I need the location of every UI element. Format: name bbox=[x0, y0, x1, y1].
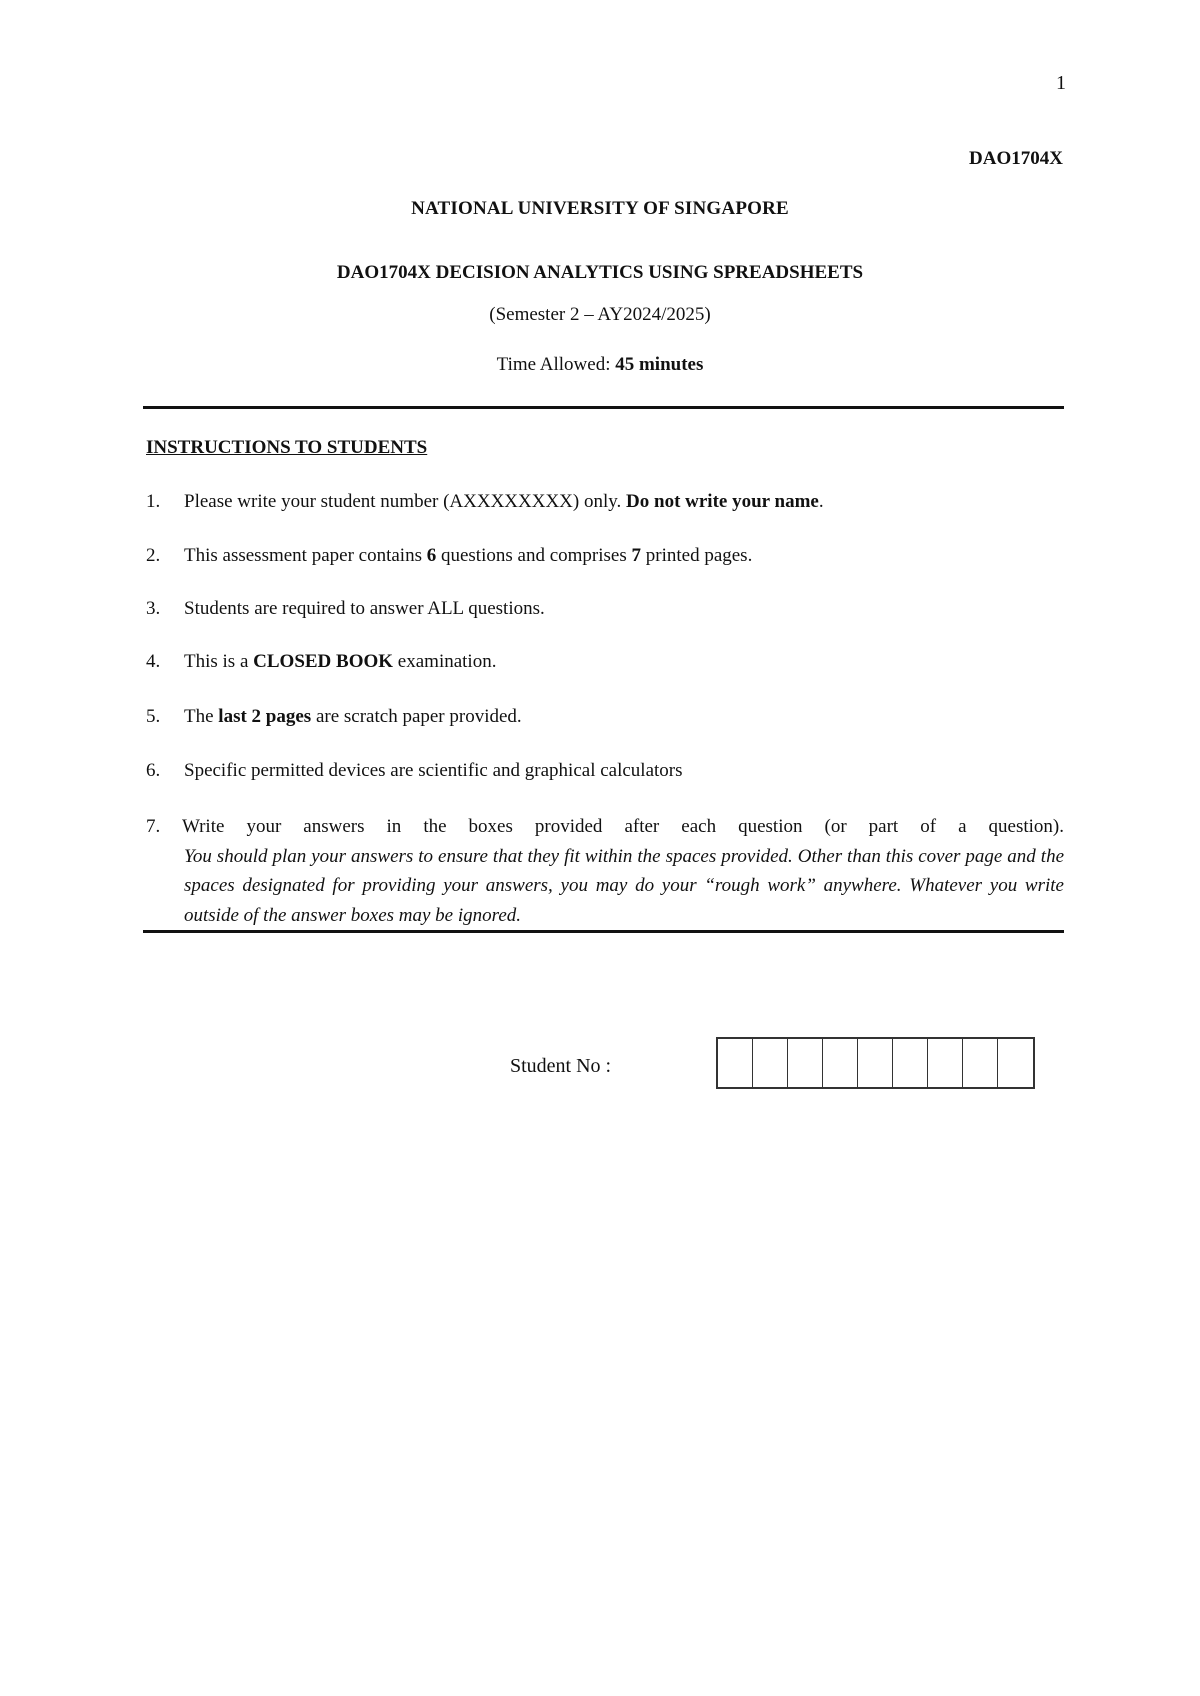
item-text: Write your answers in the boxes provided after each question (or part of a question). bbox=[181, 816, 1064, 837]
course-title: DAO1704X DECISION ANALYTICS USING SPREADSHEETS bbox=[336, 262, 864, 283]
time-allowed bbox=[0, 354, 1200, 376]
student-number-box[interactable] bbox=[718, 1039, 753, 1087]
student-number-box[interactable] bbox=[928, 1039, 963, 1087]
student-number-box[interactable] bbox=[858, 1039, 893, 1087]
item-bold-text: CLOSED BOOK bbox=[253, 651, 394, 672]
item-text: . bbox=[818, 491, 824, 512]
university-name: NATIONAL UNIVERSITY OF SINGAPORE bbox=[411, 198, 789, 219]
instruction-item-4 bbox=[146, 650, 496, 674]
instruction-item-1 bbox=[146, 490, 824, 514]
item-text: Students are required to answer bbox=[184, 598, 428, 619]
item-text: This assessment paper contains bbox=[184, 545, 427, 566]
semester: (Semester 2 – AY2024/2025) bbox=[489, 304, 711, 325]
item-text: printed pages. bbox=[641, 545, 753, 566]
item-text: The bbox=[184, 706, 219, 727]
student-number-box[interactable] bbox=[788, 1039, 823, 1087]
item-text: This is a bbox=[184, 651, 254, 672]
instruction-item-2 bbox=[146, 544, 752, 568]
instructions-heading: INSTRUCTIONS TO STUDENTS bbox=[146, 437, 428, 458]
item-number: 4. bbox=[146, 651, 161, 672]
instruction-item-7 bbox=[146, 812, 1064, 930]
item-italic-note: You should plan your answers to ensure that they fit within the spaces provided. Other than this cover page and the spaces designated for providing your answers, you may do your “rough work” anywhere. Whatever you write outside of the answer boxes may be ignored. bbox=[184, 845, 1064, 926]
item-text: are scratch paper provided. bbox=[311, 706, 522, 727]
bottom-divider bbox=[143, 930, 1064, 933]
item-number: 7. bbox=[146, 816, 161, 837]
time-allowed-label: Time Allowed: bbox=[496, 354, 611, 375]
item-number: 1. bbox=[146, 491, 161, 512]
instruction-item-3 bbox=[146, 597, 545, 621]
time-allowed-value: 45 minutes bbox=[615, 354, 704, 375]
item-bold-text: Do not write your name bbox=[626, 491, 819, 512]
item-number: 6. bbox=[146, 760, 161, 781]
item-number: 2. bbox=[146, 545, 161, 566]
student-number-boxes bbox=[716, 1037, 1035, 1089]
student-number-box[interactable] bbox=[963, 1039, 998, 1087]
instruction-item-6 bbox=[146, 759, 683, 783]
item-text: questions and comprises bbox=[436, 545, 632, 566]
item-bold-text: last 2 pages bbox=[218, 706, 312, 727]
item-number: 5. bbox=[146, 706, 161, 727]
item-bold-text: 7 bbox=[631, 545, 641, 566]
student-number-label: Student No : bbox=[510, 1055, 612, 1077]
item-text: questions. bbox=[463, 598, 545, 619]
page-number: 1 bbox=[1056, 72, 1066, 94]
item-bold-text: 6 bbox=[426, 545, 437, 566]
student-number-box[interactable] bbox=[823, 1039, 858, 1087]
student-number-box[interactable] bbox=[753, 1039, 788, 1087]
item-emphasis-text: ALL bbox=[427, 598, 464, 619]
course-code-header: DAO1704X bbox=[969, 148, 1063, 169]
student-number-box[interactable] bbox=[998, 1039, 1033, 1087]
student-number-box[interactable] bbox=[893, 1039, 928, 1087]
item-text: Specific permitted devices are scientific and graphical calculators bbox=[184, 760, 683, 781]
item-first-line bbox=[146, 812, 1064, 842]
top-divider bbox=[143, 406, 1064, 409]
item-number: 3. bbox=[146, 598, 161, 619]
item-text: examination. bbox=[393, 651, 497, 672]
item-text: Please write your student number (AXXXXXXXX) only. bbox=[184, 491, 627, 512]
instruction-item-5 bbox=[146, 705, 522, 729]
